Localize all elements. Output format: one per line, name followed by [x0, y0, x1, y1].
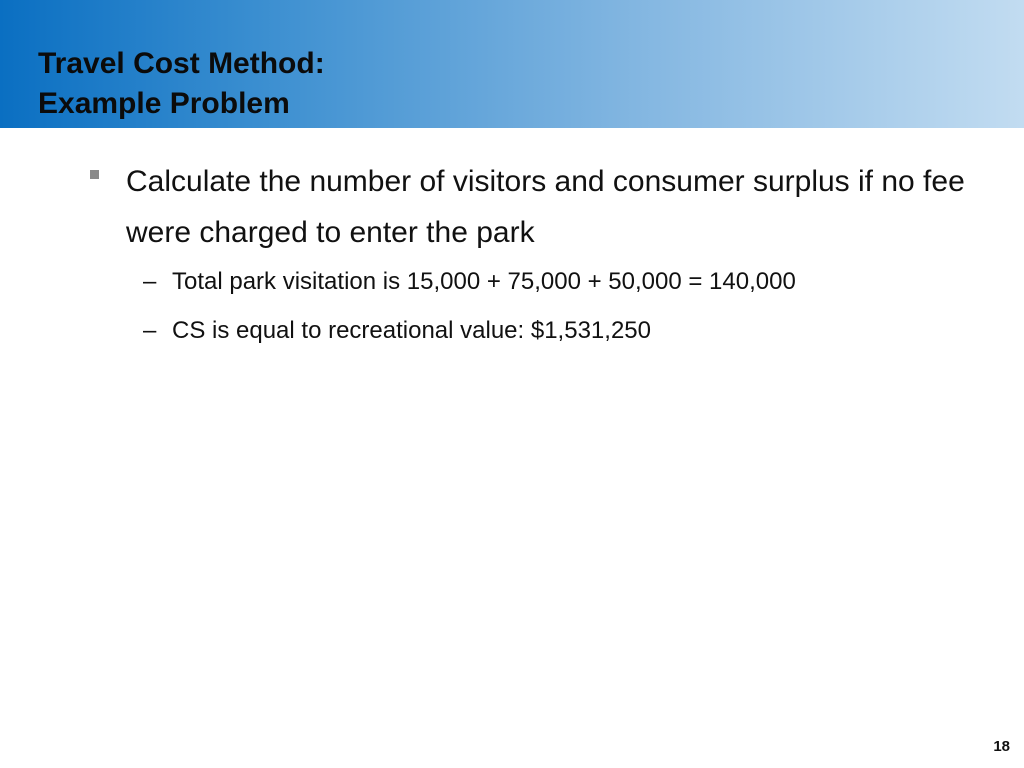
slide-title: [38, 44, 325, 124]
dash-bullet-icon: –: [143, 317, 157, 344]
sub-bullet-item: Total park visitation is 15,000 + 75,000 + 50,000 = 140,000: [172, 268, 796, 295]
slide-title-line-1: Travel Cost Method:: [38, 47, 325, 80]
dash-bullet-icon: –: [143, 268, 157, 295]
page-number: 18: [993, 738, 1010, 755]
slide-title-line-2: Example Problem: [38, 87, 290, 120]
square-bullet-icon: [90, 170, 99, 179]
sub-bullet-item: CS is equal to recreational value: $1,531,250: [172, 317, 651, 344]
bullet-item: Calculate the number of visitors and consumer surplus if no fee were charged to enter the park: [126, 165, 965, 249]
